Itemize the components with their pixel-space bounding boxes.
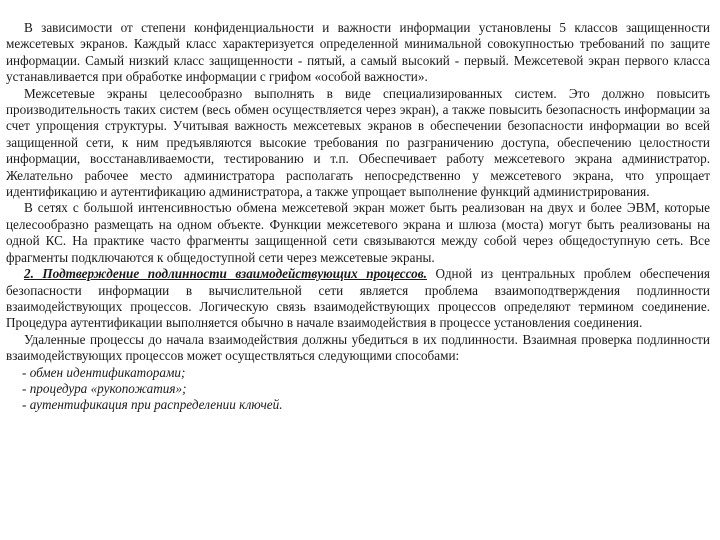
list-item: - обмен идентификаторами; xyxy=(22,364,186,380)
document-body xyxy=(6,20,710,414)
authentication-methods-list xyxy=(6,365,710,414)
paragraph-firewall-systems: Межсетевые экраны целесообразно выполнять в виде специализированных систем. Это должно повысить производительность таких систем (весь обмен осуществляется через экран), а также повысить безопасность информации за счет упрощения структуры. Учитывая важность межсетевых экранов в обеспечении безопасности информации во всей защищенной сети, к ним предъявляются высокие требования по разграничению доступа, обеспечению целостности информации, восстанавливаемости, тестированию и т.п. Обеспечивает работу межсетевого экрана администратор. Желательно рабочее место администратора располагать непосредственно у межсетевого экрана, что упрощает идентификацию и аутентификацию администратора, а также упрощает выполнение функций администрирования. xyxy=(6,85,710,200)
paragraph-authentication-text: Одной из центральных проблем обеспечения безопасности информации в вычислительной сети является проблема взаимоподтверждения подлинности взаимодействующих процессов. Логическую связь взаимодействующих процессов определяют термином соединение. Процедура аутентификации выполняется обычно в начале взаимодействия в процессе установления соединения. xyxy=(6,266,710,331)
paragraph-authentication xyxy=(6,266,710,332)
list-item: - аутентификация при распределении ключей. xyxy=(22,397,283,413)
paragraph-high-intensity-networks: В сетях с большой интенсивностью обмена межсетевой экран может быть реализован на двух и более ЭВМ, которые целесообразно размещать на одном объекте. Функции межсетевого экрана и шлюза (моста) могут быть реализованы на одной КС. На практике часто фрагменты защищенной сети связываются между собой через общедоступную сеть. Все фрагменты подключаются к общедоступной сети через межсетевые экраны. xyxy=(6,200,710,265)
paragraph-security-classes: В зависимости от степени конфиденциальности и важности информации установлены 5 классов защищенности межсетевых экранов. Каждый класс характеризуется определенной минимальной совокупностью требований по защите информации. Самый низкий класс защищенности - пятый, а самый высокий - первый. Межсетевой экран первого класса устанавливается при обработке информации с грифом «особой важности». xyxy=(6,20,710,85)
paragraph-remote-processes: Удаленные процессы до начала взаимодействия должны убедиться в их подлинности. Взаимная проверка подлинности взаимодействующих процессов может осуществляться следующими способами: xyxy=(6,331,710,364)
section-heading: 2. Подтверждение подлинности взаимодействующих процессов. xyxy=(24,266,427,282)
list-item: - процедура «рукопожатия»; xyxy=(22,380,187,396)
